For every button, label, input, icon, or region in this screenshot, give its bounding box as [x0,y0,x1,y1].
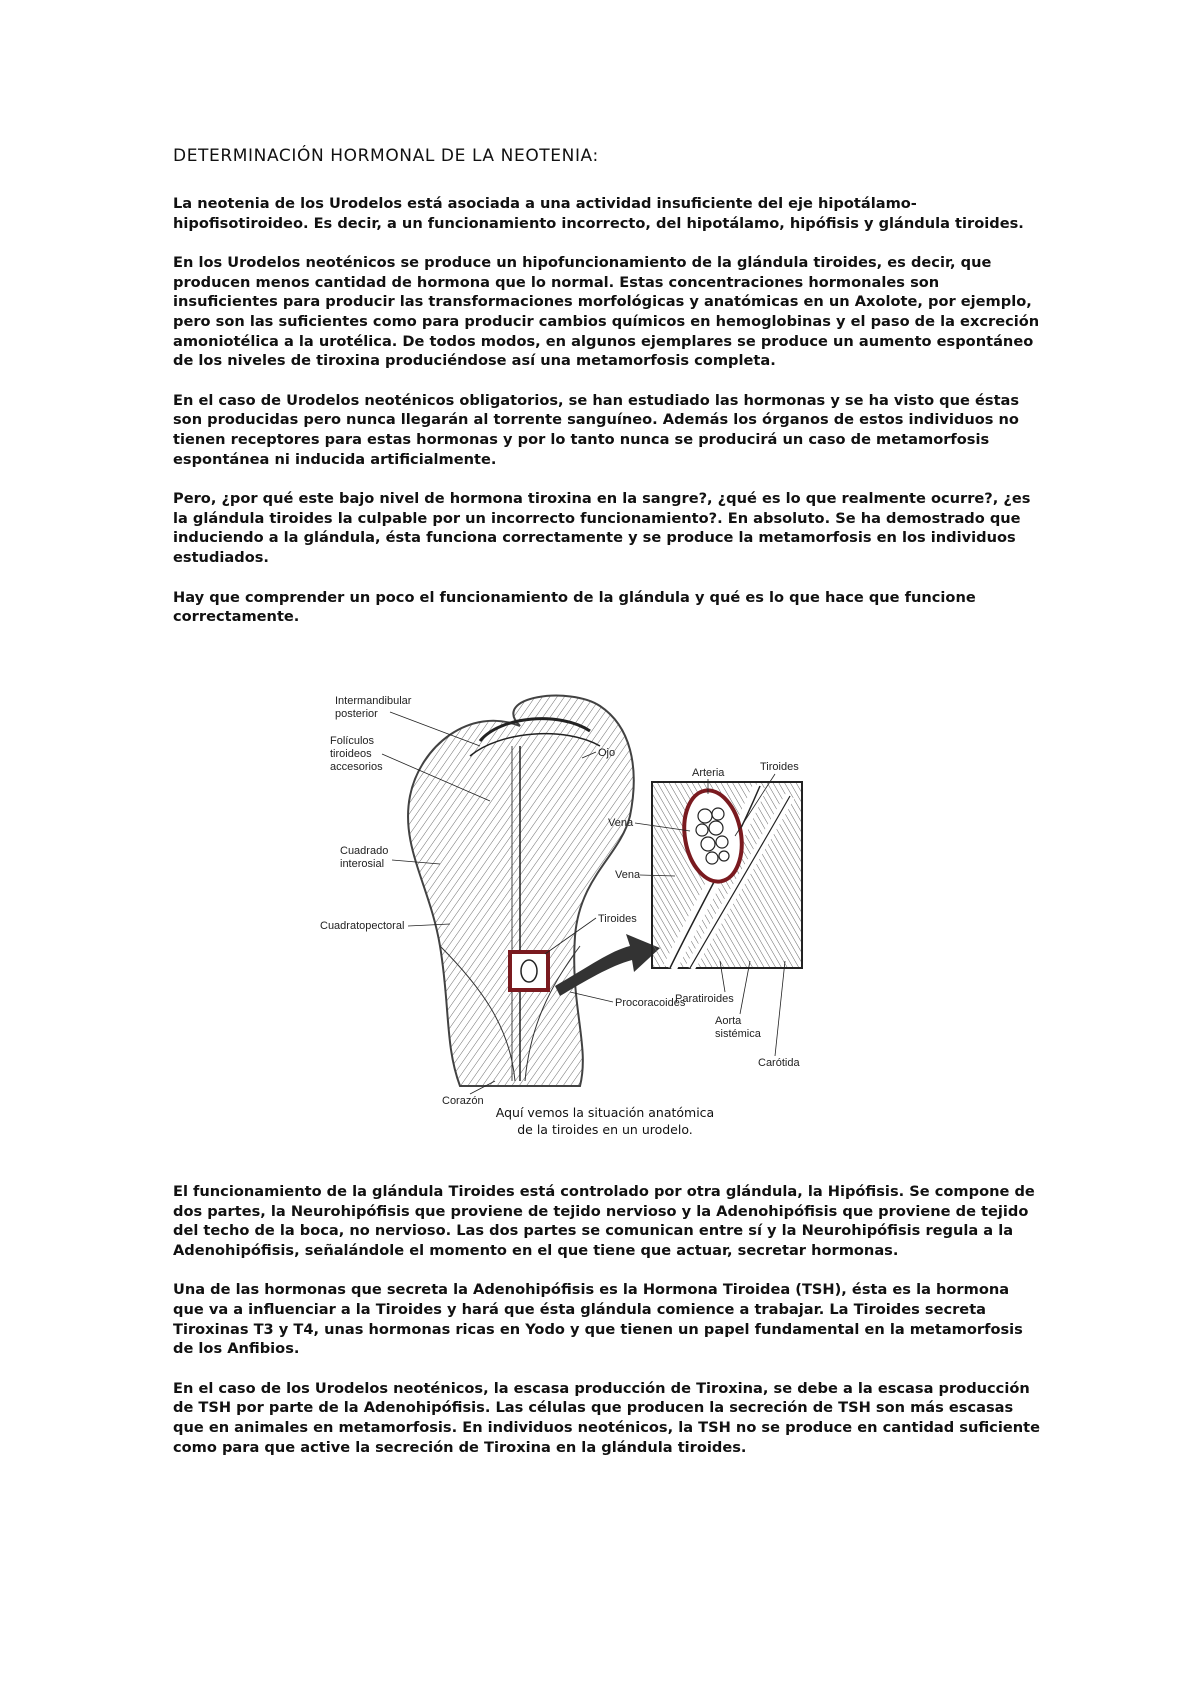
svg-text:posterior [335,708,378,720]
label-corazon: Corazón [442,1095,484,1107]
label-vena: Vena [608,817,634,829]
document-bottom [173,1182,1043,1477]
label-aorta: sistémica [715,1028,761,1040]
label-arteria: Arteria [692,767,725,779]
label-tiroides: Tiroides [598,913,637,925]
label-cuadrado: Cuadrado [340,845,389,857]
paragraph: Pero, ¿por qué este bajo nivel de hormona tiroxina en la sangre?, ¿qué es lo que realmente ocurre?, ¿es la glándula tiroides la culpable por un incorrecto funcionamiento?. En absoluto. Se ha demostrado que induciendo a la glándula, ésta funciona correctamente y se produce la metamorfosis en los individuos estudiados. [173,490,1031,566]
label-intermandibular: Intermandibular [335,695,412,707]
label-cuadratopectoral: Cuadratopectoral [320,920,405,932]
paragraph: Hay que comprender un poco el funcionamiento de la glándula y qué es lo que hace que funcione correctamente. [173,588,976,626]
label-vena: Vena [615,869,641,881]
document-top [173,146,1043,647]
label-intermandibular: posterior [335,708,378,720]
paragraph: En los Urodelos neoténicos se produce un hipofuncionamiento de la glándula tiroides, es decir, que producen menos cantidad de hormona que lo normal. Estas concentraciones hormonales son insuficientes para producir las transformaciones morfológicas y anatómicas en un Axolote, por ejemplo, pero son las suficientes como para producir cambios químicos en hemoglobinas y el paso de la excreción amoniotélica a la urotélica. De todos modos, en algunos ejemplares se produce un aumento espontáneo de los niveles de tiroxina produciéndose así una metamorfosis completa. [173,254,1040,370]
label-foliculos: tiroideos [330,748,372,760]
label-paratiroides: Paratiroides [675,993,734,1005]
svg-text:Intermandibular [335,695,412,707]
label-aorta: Aorta [715,1015,742,1027]
label-foliculos: accesorios [330,761,383,773]
paragraph: El funcionamiento de la glándula Tiroides está controlado por otra glándula, la Hipófisis. Se compone de dos partes, la Neurohipófisis que proviene de tejido nervioso y la Adenohipófisis que proviene de tejido del techo de la boca, no nervioso. Las dos partes se comunican entre sí y la Neurohipófisis regula a la Adenohipófisis, señalándole el momento en el que tiene que actuar, secretar hormonas. [173,1183,1035,1259]
label-ojo: Ojo [598,747,616,759]
caption-line: Aquí vemos la situación anatómica [495,1105,715,1120]
anatomy-figure [320,686,880,1146]
figure-caption [470,1104,740,1138]
paragraph: En el caso de los Urodelos neoténicos, la escasa producción de Tiroxina, se debe a la escasa producción de TSH por parte de la Adenohipófisis. Las células que producen la secreción de TSH son más escasas que en animales en metamorfosis. En individuos neoténicos, la TSH no se produce en cantidad suficiente como para que active la secreción de Tiroxina en la glándula tiroides. [173,1379,1040,1456]
label-foliculos: Folículos [330,735,375,747]
paragraph: En el caso de Urodelos neoténicos obligatorios, se han estudiado las hormonas y se ha visto que éstas son producidas pero nunca llegarán al torrente sanguíneo. Además los órganos de estos individuos no tienen receptores para estas hormonas y por lo tanto nunca se producirá un caso de metamorfosis espontánea ni inducida artificialmente. [173,391,1020,468]
thyroid-highlight-box [510,952,548,990]
paragraph: La neotenia de los Urodelos está asociada a una actividad insuficiente del eje hipotálamo-hipofisotiroideo. Es decir, a un funcionamiento incorrecto, del hipotálamo, hipófisis y glándula tiroides. [173,195,1024,232]
caption-line: de la tiroides en un urodelo. [517,1122,693,1137]
document-title: DETERMINACIÓN HORMONAL DE LA NEOTENIA: [173,146,599,166]
paragraph: Una de las hormonas que secreta la Adenohipófisis es la Hormona Tiroidea (TSH), ésta es la hormona que va a influenciar a la Tiroides y hará que ésta glándula comience a trabajar. La Tiroides secreta Tiroxinas T3 y T4, unas hormonas ricas en Yodo y que tienen un papel fundamental en la metamorfosis de los Anfibios. [173,1281,1023,1358]
label-carotida: Carótida [758,1057,800,1069]
label-tiroides-inset: Tiroides [760,761,799,773]
label-cuadrado: interosial [340,858,385,870]
label-procoracoides: Procoracoides [615,997,686,1009]
